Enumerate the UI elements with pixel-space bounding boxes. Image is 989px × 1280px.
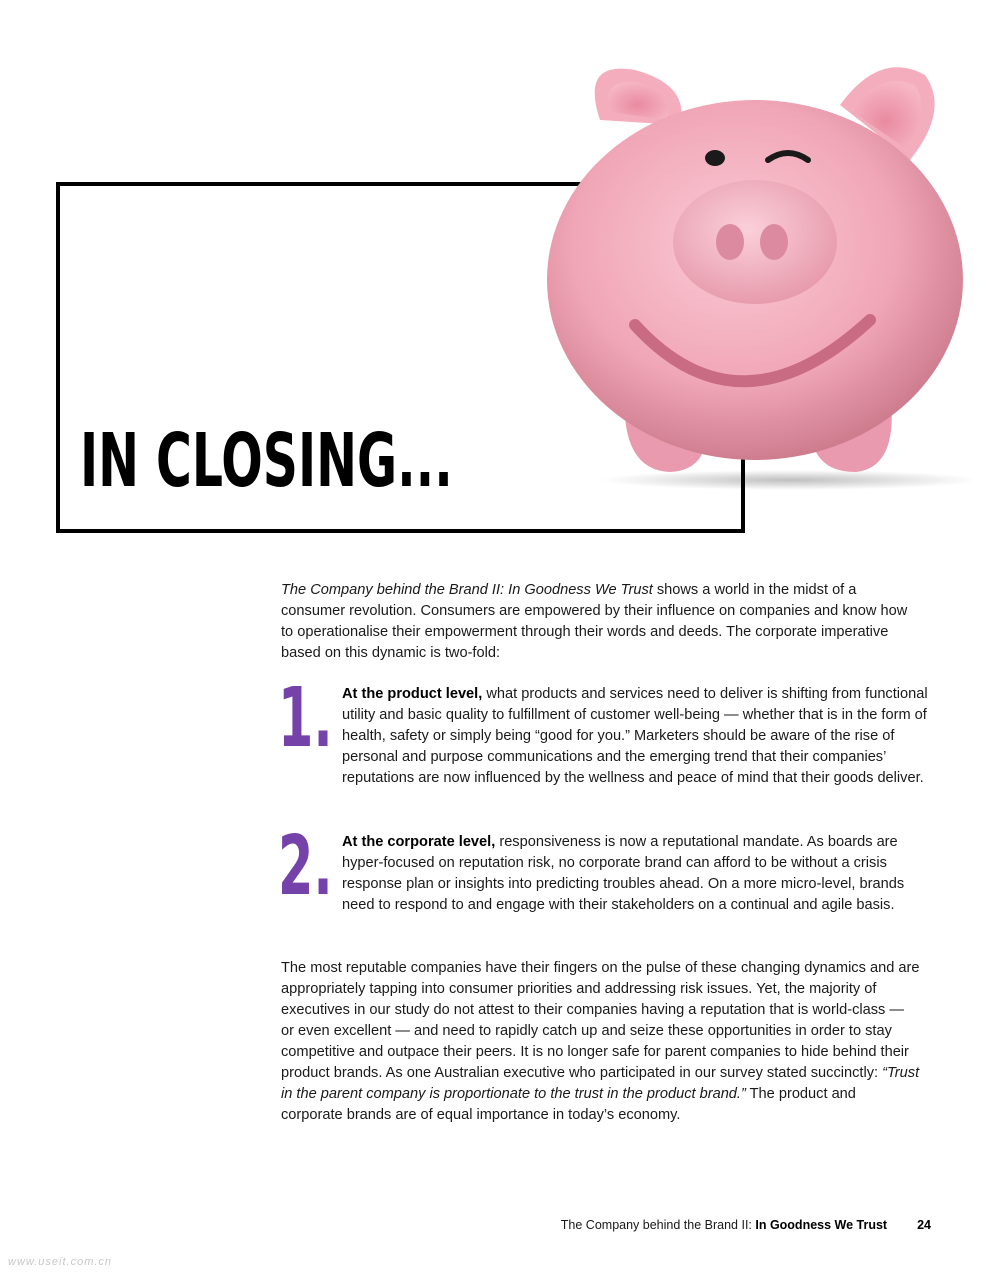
page-number: 24	[917, 1218, 931, 1232]
snout	[673, 180, 837, 304]
left-nostril	[716, 224, 744, 260]
item-text	[342, 832, 928, 916]
closing-text-after: The product and corporate brands are of equal importance in today’s economy.	[281, 1086, 856, 1123]
page-footer	[561, 1218, 931, 1232]
piggy-bank-image	[540, 50, 989, 490]
intro-paragraph	[281, 580, 921, 664]
footer-publication: The Company behind the Brand II:	[560, 1218, 756, 1232]
intro-text: shows a world in the midst of a consumer revolution. Consumers are empowered by their influence on companies and know how to operationalise their empowerment through their words and deeds. The corporate imperative based on this dynamic is two-fold:	[281, 582, 908, 661]
item-body: responsiveness is now a reputational mandate. As boards are hyper-focused on reputation risk, no corporate brand can afford to be without a crisis response plan or insights into predicting troubles ahead. On a more micro-level, brands need to respond to and engage with their stakeholders on a continual and agile basis.	[342, 834, 905, 913]
watermark: www.useit.com.cn	[8, 1256, 113, 1268]
item-lead: At the product level,	[342, 686, 483, 702]
item-body: what products and services need to deliver is shifting from functional utility and basic quality to fulfillment of customer well-being — whether that is in the form of health, safety or simply being “good for you.” Marketers should be aware of the rise of personal and purpose communications and the emerging trend that their companies’ reputations are now influenced by the wellness and peace of mind that their goods deliver.	[342, 686, 928, 786]
page-title: IN CLOSING...	[80, 418, 453, 504]
item-number: 2.	[278, 819, 333, 914]
right-nostril	[760, 224, 788, 260]
footer-publication-bold: In Goodness We Trust	[755, 1218, 888, 1232]
closing-quote: “Trust in the parent company is proportionate to the trust in the product brand.”	[281, 1065, 920, 1102]
shadow	[600, 470, 980, 490]
left-eye	[705, 150, 725, 166]
closing-text-before: The most reputable companies have their fingers on the pulse of these changing dynamics and are appropriately tapping into consumer priorities and addressing risk issues. Yet, the majority of executives in our study do not attest to their companies having a reputation that is world-class — or even excellent — and need to rapidly catch up and seize these opportunities in order to stay competitive and outpace their peers. It is no longer safe for parent companies to hide behind their product brands. As one Australian executive who participated in our survey stated succinctly:	[281, 960, 920, 1081]
item-lead: At the corporate level,	[342, 834, 496, 850]
item-text	[342, 684, 928, 789]
intro-title: The Company behind the Brand II: In Goodness We Trust	[281, 582, 653, 598]
item-number: 1.	[278, 671, 333, 766]
closing-paragraph	[281, 958, 921, 1126]
